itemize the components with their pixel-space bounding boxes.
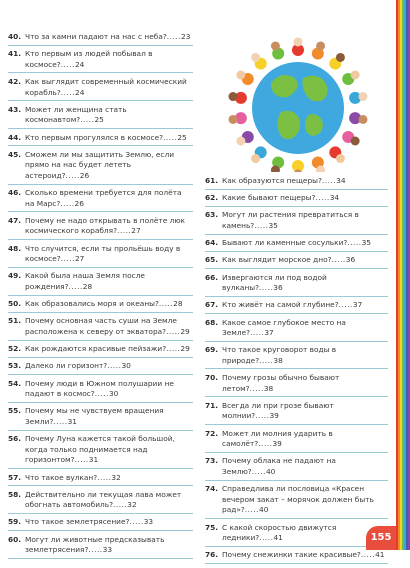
toc-entry-number: 64. [205,238,219,248]
toc-entry-text-wrap [222,523,388,544]
child-figure-head [236,71,245,80]
toc-entry-text-wrap [222,484,388,516]
dot-leader: ..... [129,517,144,527]
dot-leader: ..... [94,389,109,399]
toc-entry-text-wrap [25,49,193,70]
toc-entry-title: Сможем ли мы защитить Землю, если прямо на нас будет лететь астероид? [25,149,175,180]
toc-entry-title: Кто первым из людей побывал в космосе? [25,49,153,69]
toc-entry-number: 53. [8,361,22,371]
dot-leader: ..... [166,32,182,41]
dot-leader: ..... [65,170,80,180]
toc-entry-title: Кто живёт на самой глубине? [222,300,339,310]
toc-entry [8,517,193,531]
toc-entry-text-wrap [25,216,193,237]
toc-entry [8,105,193,129]
dot-leader: ..... [360,550,376,560]
toc-entry-page: 38 [263,383,274,393]
toc-entry-page: 33 [102,545,113,555]
toc-entry-text-wrap [25,361,193,372]
toc-entry-page: 35 [268,220,278,230]
toc-entry-title: Что такое землетрясение? [25,517,130,527]
toc-entry-number: 54. [8,378,22,388]
toc-entry-title: Какое самое глубокое место на Земле? [222,317,346,338]
toc-entry-text-wrap [222,210,388,231]
toc-entry-page: 39 [272,439,282,449]
toc-entry-page: 27 [131,226,141,236]
toc-left-column [8,32,193,562]
toc-entry-number: 70. [205,373,219,383]
toc-entry-number: 47. [8,215,22,225]
toc-entry-text-wrap [25,150,193,182]
toc-entry-page: 33 [143,517,154,527]
toc-entry-page: 36 [273,283,283,293]
toc-entry-number: 59. [8,517,22,527]
toc-entry-text-wrap [222,429,388,450]
toc-entry-title: Почему грозы обычно бывают летом? [222,373,340,393]
toc-entry [8,316,193,340]
child-figure-head [351,137,360,146]
toc-entry-text-wrap [25,105,193,126]
toc-entry [8,299,193,313]
toc-entry-page: 32 [127,500,137,510]
toc-entry-title: Кто первым прогулялся в космосе? [25,132,164,142]
toc-entry-number: 65. [205,255,219,265]
dot-leader: ..... [315,193,330,203]
toc-entry [8,133,193,147]
toc-entry-text-wrap [222,255,388,266]
toc-entry-number: 57. [8,472,22,482]
toc-entry-number: 66. [205,272,219,282]
dot-leader: ..... [53,416,68,426]
toc-entry-title: Как образуются пещеры? [222,176,322,185]
child-figure-head [229,115,238,124]
toc-entry-title: Что случится, если ты прольёшь воду в космосе? [25,243,181,264]
toc-entry-number: 48. [8,243,22,253]
toc-entry-number: 52. [8,344,22,354]
toc-entry-number: 43. [8,104,22,114]
toc-entry-number: 49. [8,271,22,281]
toc-entry-title: Какие бывают пещеры? [222,193,316,203]
toc-entry-text-wrap [25,473,193,484]
toc-entry-text-wrap [25,32,193,43]
toc-entry-text-wrap [222,373,388,394]
toc-entry [8,244,193,268]
toc-entry-text-wrap [25,344,193,355]
child-figure-head [251,154,260,163]
toc-entry-number: 41. [8,49,22,59]
dot-leader: ..... [60,198,75,208]
toc-entry-title: С какой скоростью движутся ледники? [222,522,337,543]
rainbow-border [396,0,410,550]
toc-entry [8,473,193,487]
toc-entry-text-wrap [222,456,388,477]
globe [252,62,344,154]
toc-entry-page: 23 [181,32,191,41]
toc-entry-page: 24 [75,87,85,97]
toc-entry [8,406,193,430]
toc-entry-title: Могут ли растения превратиться в камень? [222,210,359,230]
toc-entry-page: 28 [173,299,183,309]
toc-entry-page: 40 [265,467,276,476]
toc-entry [205,401,388,425]
toc-entry-page: 26 [74,198,84,208]
toc-entry-page: 29 [180,344,190,354]
toc-entry [205,273,388,297]
toc-entry-number: 73. [205,456,219,466]
child-figure-head [336,154,345,163]
child-figure-head [271,41,280,50]
toc-entry-text-wrap [25,133,193,144]
toc-entry-text-wrap [25,434,193,466]
toc-entry-page: 28 [82,282,93,292]
page-number: 155 [366,526,396,550]
toc-entry-title: Всегда ли при грозе бывают молнии? [222,400,334,421]
child-figure-head [358,92,367,101]
toc-entry-text-wrap [222,193,388,204]
dot-leader: ..... [321,176,337,185]
toc-entry-number: 67. [205,300,219,310]
toc-entry-text-wrap [25,244,193,265]
toc-entry-page: 34 [336,176,346,185]
dot-leader: ..... [117,226,132,236]
toc-entry [205,429,388,453]
toc-entry-number: 46. [8,188,22,198]
toc-entry-number: 51. [8,316,22,326]
toc-entry [8,32,193,46]
toc-entry-page: 30 [121,361,131,371]
toc-entry-number: 71. [205,400,219,410]
toc-entry-title: Может ли женщина стать космонавтом? [25,104,127,125]
toc-entry-number: 61. [205,176,219,185]
toc-entry-text-wrap [25,379,193,400]
toc-entry-number: 55. [8,406,22,416]
toc-entry-number: 76. [205,550,219,560]
dot-leader: ..... [60,59,75,69]
dot-leader: ..... [74,455,89,465]
child-figure-head [229,92,238,101]
toc-entry-page: 38 [273,355,283,365]
toc-entry-text-wrap [222,345,388,366]
toc-entry-title: Что такое круговорот воды в природе? [222,345,337,365]
toc-entry-page: 39 [269,411,279,421]
toc-entry [8,77,193,101]
toc-entry-number: 58. [8,489,22,499]
toc-entry [205,176,388,190]
dot-leader: ..... [338,300,353,310]
dot-leader: ..... [80,115,95,125]
toc-entry-text-wrap [25,490,193,511]
toc-entry-title: Что за камни падают на нас с неба? [25,32,167,41]
toc-entry-title: Какой была наша Земля после рождения? [25,271,145,292]
toc-entry-title: Бывают ли каменные сосульки? [222,238,348,248]
toc-entry-title: Почему люди в Южном полушарии не падают в космос? [25,378,174,399]
dot-leader: ..... [331,255,346,265]
dot-leader: ..... [163,132,178,142]
toc-entry [205,456,388,480]
dot-leader: ..... [158,299,174,309]
toc-entry [205,345,388,369]
toc-entry-page: 35 [361,238,372,248]
toc-entry-page: 29 [180,327,190,336]
dot-leader: ..... [249,383,264,393]
toc-entry-text-wrap [25,316,193,337]
toc-entry-text-wrap [25,299,193,310]
toc-entry-page: 36 [345,255,356,265]
toc-entry-number: 72. [205,428,219,438]
toc-entry-number: 44. [8,132,22,142]
toc-entry-title: Как выглядит морское дно? [222,255,332,265]
dot-leader: ..... [255,411,270,421]
toc-entry [8,344,193,358]
toc-entry [205,210,388,234]
toc-entry [8,49,193,73]
toc-entry-title: Как выглядит современный космический корабль? [25,76,187,97]
toc-entry-title: Почему облака не падают на Землю? [222,456,336,476]
toc-entry-title: Почему основная часть суши на Земле расположена к северу от экватора? [25,316,177,336]
toc-entry-text-wrap [222,300,388,311]
toc-entry-number: 74. [205,484,219,494]
toc-entry-number: 75. [205,522,219,532]
toc-entry-number: 62. [205,193,219,203]
toc-entry [205,193,388,207]
toc-entry-text-wrap [25,535,193,556]
toc-entry-title: Почему снежинки такие красивые? [222,550,361,560]
toc-entry [8,490,193,514]
dot-leader: ..... [259,355,274,365]
toc-entry-title: Почему мы не чувствуем вращения Земли? [25,406,164,426]
toc-entry-title: Как рождаются красивые пейзажи? [25,344,167,354]
toc-entry-page: 25 [177,132,187,142]
toc-entry-text-wrap [222,176,388,187]
dot-leader: ..... [88,545,103,555]
dot-leader: ..... [60,87,76,97]
toc-entry [8,379,193,403]
toc-entry-number: 50. [8,299,22,309]
dot-leader: ..... [250,328,265,338]
dot-leader: ..... [166,327,181,336]
toc-entry [8,188,193,212]
toc-entry-page: 41 [375,550,385,560]
toc-entry-text-wrap [222,401,388,422]
child-figure-head [236,137,245,146]
toc-entry-number: 68. [205,317,219,327]
toc-entry-number: 63. [205,210,219,220]
toc-entry-text-wrap [25,188,193,209]
toc-entry-text-wrap [25,517,193,528]
child-figure-head [351,71,360,80]
toc-entry-title: Почему не надо открывать в полёте люк космического корабля? [25,215,186,236]
child-figure-head [251,53,260,62]
toc-entry-title: Что такое вулкан? [25,472,98,482]
dot-leader: ..... [244,505,260,515]
toc-entry-page: 32 [111,472,121,482]
toc-entry-page: 24 [74,59,85,69]
dot-leader: ..... [166,344,181,354]
toc-entry-page: 30 [108,389,119,399]
toc-entry-number: 42. [8,76,22,86]
toc-entry-title: Извергаются ли под водой вулканы? [222,272,327,293]
toc-entry-text-wrap [222,238,388,249]
toc-entry-page: 26 [79,170,90,180]
toc-entry-title: Далеко ли горизонт? [25,361,108,371]
dot-leader: ..... [347,238,362,248]
toc-entry [8,535,193,559]
toc-entry-page: 37 [264,328,274,338]
dot-leader: ..... [68,282,83,292]
toc-entry-page: 37 [352,300,363,310]
dot-leader: ..... [259,283,274,293]
child-figure-head [358,115,367,124]
toc-entry-text-wrap [25,77,193,98]
toc-entry [205,484,388,519]
toc-entry [8,150,193,185]
toc-entry-title: Как образовались моря и океаны? [25,299,159,309]
dot-leader: ..... [107,361,122,371]
toc-entry-title: Может ли молния ударить в самолёт? [222,428,333,449]
child-figure-head [316,41,325,50]
dot-leader: ..... [113,500,128,510]
toc-right-column [205,176,388,568]
dot-leader: ..... [60,254,75,264]
toc-entry-page: 31 [67,416,77,426]
toc-entry-number: 45. [8,149,22,159]
toc-entry [205,373,388,397]
toc-entry [8,361,193,375]
toc-entry-page: 27 [74,254,85,264]
toc-entry-number: 40. [8,32,22,41]
toc-entry-page: 40 [259,505,269,515]
dot-leader: ..... [97,472,112,482]
toc-entry [8,216,193,240]
toc-entry-page: 34 [329,193,340,203]
toc-entry-number: 56. [8,434,22,444]
toc-entry-title: Почему Луна кажется такой большой, когда только поднимается над горизонтом? [25,434,175,465]
toc-entry [205,238,388,252]
toc-entry-text-wrap [25,406,193,427]
toc-entry-title: Справедлива ли пословица «Красен вечером закат – морячок должен быть рад»? [222,484,374,515]
toc-entry-title: Действительно ли текущая лава может обогнать автомобиль? [25,489,182,510]
dot-leader: ..... [251,467,266,476]
toc-entry-page: 41 [273,533,283,543]
toc-entry [205,300,388,314]
child-figure-head [294,38,303,47]
toc-entry [8,271,193,295]
toc-entry-number: 69. [205,345,219,355]
toc-entry-text-wrap [25,271,193,292]
toc-entry [205,318,388,342]
toc-entry-title: Могут ли животные предсказывать землетрясения? [25,534,165,555]
toc-entry [205,255,388,269]
toc-entry [205,550,388,564]
toc-entry-text-wrap [222,550,388,561]
toc-entry-text-wrap [222,318,388,339]
toc-entry-page: 25 [94,115,104,125]
child-figure-head [336,53,345,62]
dot-leader: ..... [259,533,274,543]
globe-children-illustration [211,28,385,172]
toc-entry-page: 31 [88,455,99,465]
toc-entry [8,434,193,469]
toc-entry-text-wrap [222,273,388,294]
toc-entry [205,523,388,547]
toc-entry-number: 60. [8,534,22,544]
dot-leader: ..... [258,439,273,449]
dot-leader: ..... [254,220,269,230]
toc-entry-title: Сколько времени требуется для полёта на Марс? [25,188,182,208]
